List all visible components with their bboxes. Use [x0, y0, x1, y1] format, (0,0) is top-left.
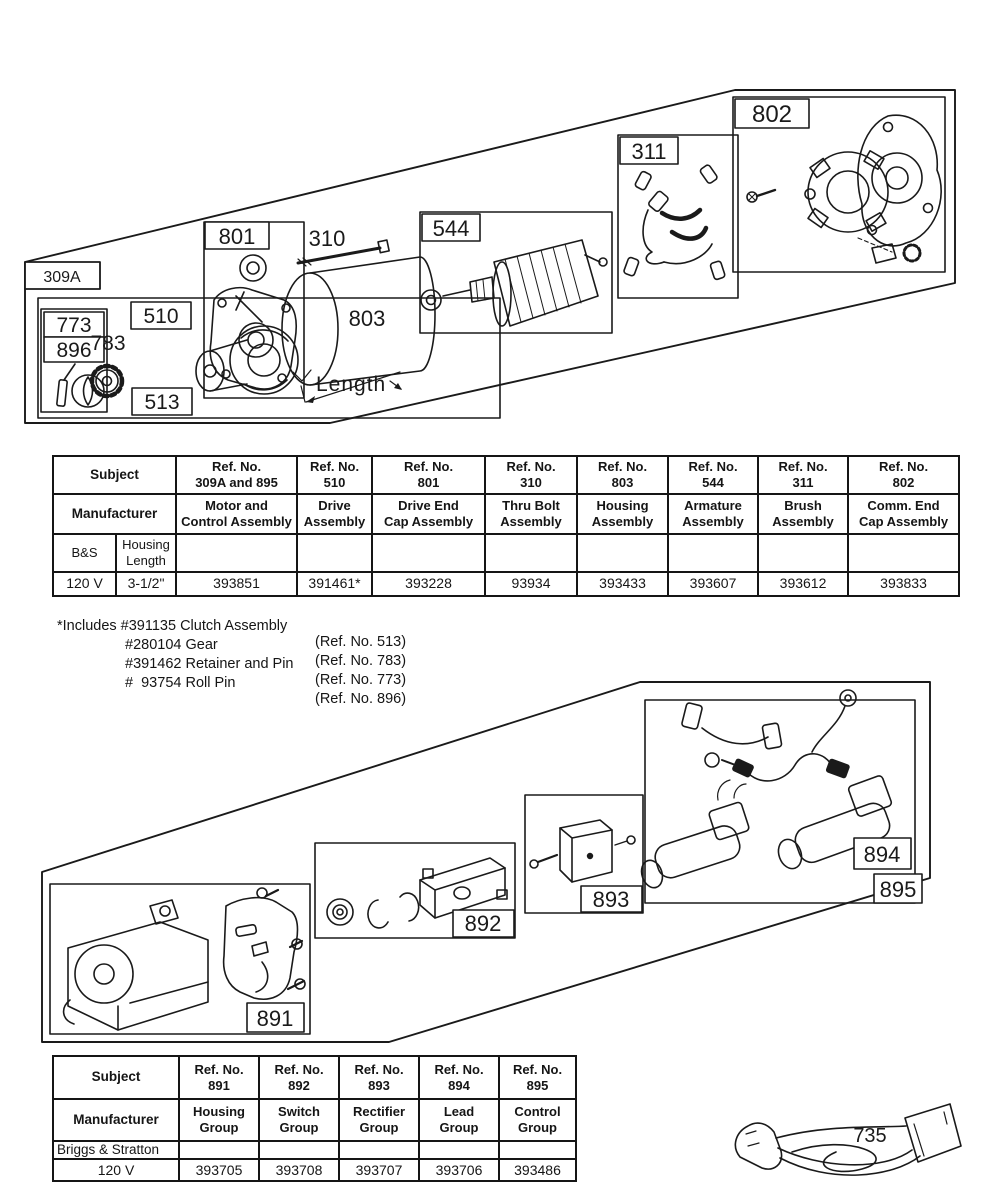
footnote-line: #280104 Gear (Ref. No. 783) — [125, 637, 407, 669]
ref-header: Ref. No. 894 — [419, 1056, 499, 1099]
armature-sketch — [421, 240, 607, 326]
voltage-label: 120 V — [53, 1159, 179, 1181]
callout-892: 892 — [464, 911, 502, 936]
ref-header: Ref. No. 510 — [297, 456, 372, 494]
switch-plate-sketch — [224, 888, 305, 999]
ref-header: Ref. No. 891 — [179, 1056, 259, 1099]
subject-header: Subject — [53, 456, 176, 494]
housing-length-label: Housing Length — [116, 534, 176, 572]
part-number: 393708 — [259, 1159, 339, 1181]
starter-motor-exploded-diagram — [25, 90, 955, 423]
motor-housing-sketch — [64, 900, 208, 1030]
length-label: Length — [316, 373, 387, 396]
part-number: 393486 — [499, 1159, 576, 1181]
includes-footnote — [57, 602, 487, 707]
footnote-line: *Includes #391135 Clutch Assembly (Ref. No. 513) — [57, 618, 407, 650]
subject-header: Subject — [53, 1056, 179, 1099]
callout-513: 513 — [144, 391, 180, 414]
ref-header: Ref. No. 310 — [485, 456, 577, 494]
group-header: Switch Group — [259, 1099, 339, 1141]
callout-783: 783 — [90, 332, 126, 355]
callout-894: 894 — [863, 842, 901, 867]
housing-length-value: 3-1/2" — [116, 572, 176, 596]
brush-wires-sketch — [623, 164, 725, 280]
group-header: Control Group — [499, 1099, 576, 1141]
assembly-header: Housing Assembly — [577, 494, 668, 534]
part-number-row — [53, 572, 959, 596]
ref-no-header-row — [53, 456, 959, 494]
part-number: 391461* — [297, 572, 372, 596]
part-number: 393228 — [372, 572, 485, 596]
ref-no-header-row — [53, 1056, 576, 1099]
starter-parts-table — [52, 455, 960, 597]
switch-body-sketch — [420, 858, 507, 918]
part-number-row — [53, 1159, 576, 1181]
callout-895: 895 — [879, 877, 917, 902]
manufacturer-header: Manufacturer — [53, 494, 176, 534]
group-header: Housing Group — [179, 1099, 259, 1141]
power-cord-sketch — [735, 1104, 961, 1175]
lead-group-panel — [645, 700, 915, 903]
washer-sketch — [240, 255, 266, 281]
switch-parts-table — [52, 1055, 577, 1182]
brand-label: Briggs & Stratton — [53, 1141, 179, 1159]
ref-header: Ref. No. 544 — [668, 456, 758, 494]
rectifier-sketch — [530, 820, 635, 882]
ref-header: Ref. No. 803 — [577, 456, 668, 494]
assembly-header: Comm. End Cap Assembly — [848, 494, 959, 534]
group-header-row — [53, 1099, 576, 1141]
callout-896: 896 — [56, 339, 92, 362]
part-number: 393833 — [848, 572, 959, 596]
part-number: 393612 — [758, 572, 848, 596]
group-header: Rectifier Group — [339, 1099, 419, 1141]
callout-310: 310 — [308, 226, 346, 251]
ref-header: Ref. No. 893 — [339, 1056, 419, 1099]
brand-row — [53, 1141, 576, 1159]
callout-893: 893 — [592, 887, 630, 912]
assembly-header: Drive Assembly — [297, 494, 372, 534]
footnote-line: #391462 Retainer and Pin (Ref. No. 773) — [125, 656, 407, 688]
assembly-header: Armature Assembly — [668, 494, 758, 534]
ref-header: Ref. No. 895 — [499, 1056, 576, 1099]
ref-header: Ref. No. 892 — [259, 1056, 339, 1099]
diagram-border — [42, 682, 930, 1042]
manufacturer-header: Manufacturer — [53, 1099, 179, 1141]
assembly-header: Thru Bolt Assembly — [485, 494, 577, 534]
clip-sketch — [368, 893, 419, 928]
footnote-line: # 93754 Roll Pin (Ref. No. 896) — [125, 675, 407, 707]
callout-773: 773 — [56, 314, 92, 337]
part-number: 393707 — [339, 1159, 419, 1181]
callout-801: 801 — [218, 224, 256, 249]
bs-label: B&S — [53, 534, 116, 572]
part-number: 393706 — [419, 1159, 499, 1181]
voltage-label: 120 V — [53, 572, 116, 596]
callout-544: 544 — [432, 216, 470, 241]
part-number: 93934 — [485, 572, 577, 596]
assembly-header: Brush Assembly — [758, 494, 848, 534]
ref-header: Ref. No. 802 — [848, 456, 959, 494]
ref-header: Ref. No. 309A and 895 — [176, 456, 297, 494]
callout-309A: 309A — [43, 269, 81, 286]
diagram-border — [25, 90, 955, 423]
callout-311: 311 — [631, 139, 667, 164]
assembly-header: Drive End Cap Assembly — [372, 494, 485, 534]
callout-803: 803 — [348, 306, 386, 331]
screw-sketch-802 — [747, 190, 775, 202]
callout-891: 891 — [256, 1006, 294, 1031]
end-cap-sketch — [858, 115, 941, 263]
callout-510: 510 — [143, 305, 179, 328]
spec-label-row — [53, 534, 959, 572]
grommet-sketch — [327, 899, 353, 925]
assembly-header: Motor and Control Assembly — [176, 494, 297, 534]
part-number: 393705 — [179, 1159, 259, 1181]
part-number: 393607 — [668, 572, 758, 596]
part-number: 393433 — [577, 572, 668, 596]
ref-header: Ref. No. 311 — [758, 456, 848, 494]
assembly-header-row — [53, 494, 959, 534]
callout-735: 735 — [853, 1125, 887, 1147]
callout-802: 802 — [751, 101, 793, 128]
part-number: 393851 — [176, 572, 297, 596]
group-header: Lead Group — [419, 1099, 499, 1141]
retainer-disc-sketch — [72, 375, 104, 407]
ref-header: Ref. No. 801 — [372, 456, 485, 494]
switch-control-exploded-diagram — [42, 682, 930, 1042]
